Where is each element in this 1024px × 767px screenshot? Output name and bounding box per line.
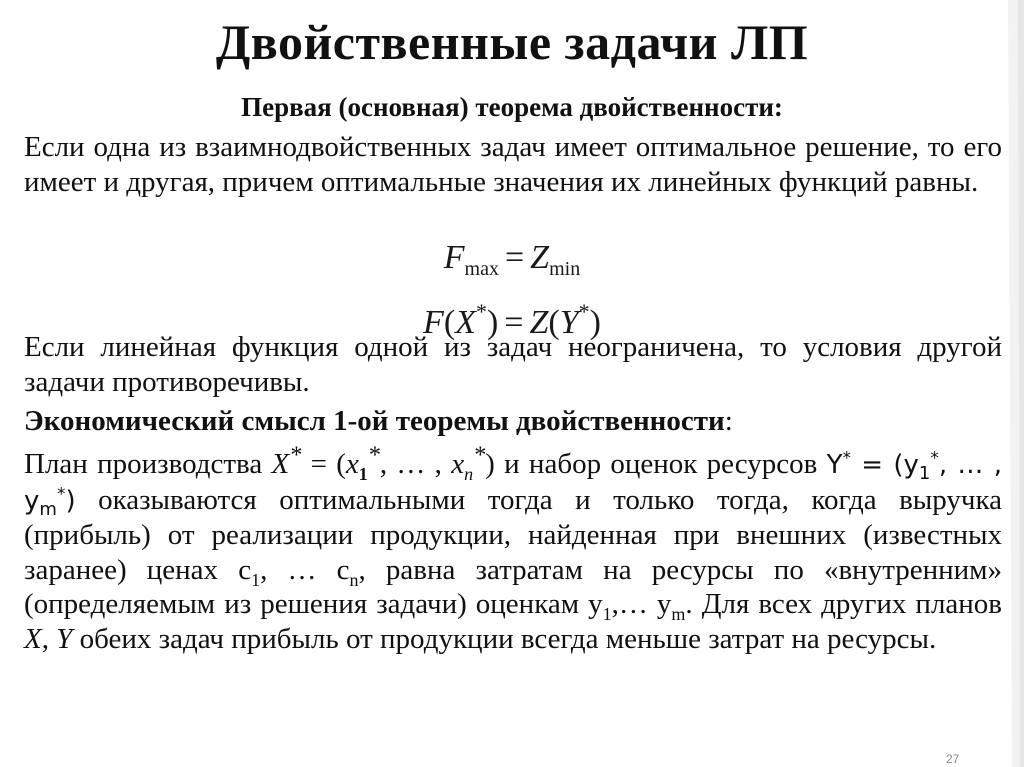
x-vector-name: X (271, 448, 290, 480)
eq2-close-paren-1: ) (486, 304, 499, 341)
eq1-lhs: F (443, 239, 465, 276)
y-vector-name: Y (826, 450, 843, 480)
unbounded-statement: Если линейная функция одной из задач неограничена, то условия другой задачи противоречивы. (24, 331, 1002, 398)
text-segment: , (41, 622, 57, 655)
equation-fmax-zmin (0, 238, 1024, 289)
eq1-operator: = (504, 239, 525, 276)
x-vector-eq: = ( (301, 448, 346, 480)
x-vector-xn-star: * (473, 441, 486, 469)
eq1-rhs: Z (530, 239, 550, 276)
x-vector-close: ) (485, 448, 495, 480)
x-vector-sep: , … , (379, 448, 452, 480)
plan-y: Y (56, 622, 73, 655)
eq2-rhs-star: * (578, 299, 590, 324)
text-segment: ,… y (611, 588, 672, 620)
economic-meaning-heading-colon: : (724, 405, 733, 437)
eq2-lhs-func: F (423, 304, 444, 341)
y-vector-eq: = ( (850, 450, 904, 480)
y-first-sub: 1 (602, 603, 612, 624)
eq2-lhs-arg: X (455, 304, 476, 341)
c-first-sub: 1 (251, 569, 261, 590)
y-vector-y1-sub: 1 (918, 463, 931, 485)
y-vector-star: * (842, 448, 851, 469)
y-vector-ym: y (24, 485, 40, 516)
x-vector-x1-star: * (367, 441, 380, 469)
x-vector (271, 441, 495, 484)
y-vector-ym-sub: m (39, 498, 57, 520)
c-last-sub: n (349, 569, 359, 590)
text-segment: . Для всех других планов (685, 588, 1003, 620)
x-vector-xn: x (451, 448, 465, 480)
eq2-open-paren-1: ( (443, 304, 456, 341)
x-vector-x1-sub: 1 (358, 463, 368, 484)
eq1-rhs-sub: min (549, 258, 581, 280)
y-vector-close: ) (65, 485, 76, 516)
y-vector-y1-star: * (930, 448, 939, 469)
text-segment: и набор оценок ресурсов (494, 448, 827, 480)
theorem-heading: Первая (основная) теорема двойственности: (241, 92, 783, 122)
eq2-rhs-func: Z (529, 304, 549, 341)
text-segment: , … c (260, 553, 350, 586)
slide-title: Двойственные задачи ЛП (215, 14, 809, 70)
eq1-lhs-sub: max (464, 258, 499, 280)
y-vector-ym-star: * (56, 483, 66, 504)
eq2-lhs-star: * (475, 299, 487, 324)
x-vector-x1: x (345, 448, 359, 480)
theorem-statement: Если одна из взаимнодвойственных задач имеет оптимальное решение, то его имеет и другая, причем оптимальные значения их линейных функций равны. (24, 131, 1002, 198)
text-segment: оказываются оптимальными тогда и только тогда, когда выручка (прибыль) от реализации продукции, найденная при внешних (известных заранее) ценах c (24, 483, 1002, 586)
eq2-close-paren-2: ) (589, 304, 601, 341)
eq2-rhs-arg: Y (559, 304, 579, 341)
plan-x: X (24, 622, 42, 655)
text-segment: , равна затратам на ресурсы по «внутренним» (определяемым из решения задачи) оценкам y (24, 553, 1003, 620)
y-last-sub: m (671, 603, 686, 624)
text-segment: План производства (24, 448, 272, 480)
y-vector-y1: y (903, 450, 919, 480)
eq2-operator: = (504, 304, 524, 341)
page-number: 27 (946, 752, 960, 766)
x-vector-xn-sub: n (464, 463, 474, 484)
x-vector-star: * (289, 441, 302, 469)
text-segment: обеих задач прибыль от продукции всегда меньше затрат на ресурсы. (72, 622, 937, 655)
y-vector-sep: , … , (938, 450, 1002, 480)
economic-meaning-heading-text: Экономический смысл 1-ой теоремы двойственности (24, 405, 725, 437)
economic-meaning-text (24, 441, 1003, 656)
eq2-open-paren-2: ( (548, 304, 560, 341)
economic-meaning-heading (24, 404, 1002, 439)
